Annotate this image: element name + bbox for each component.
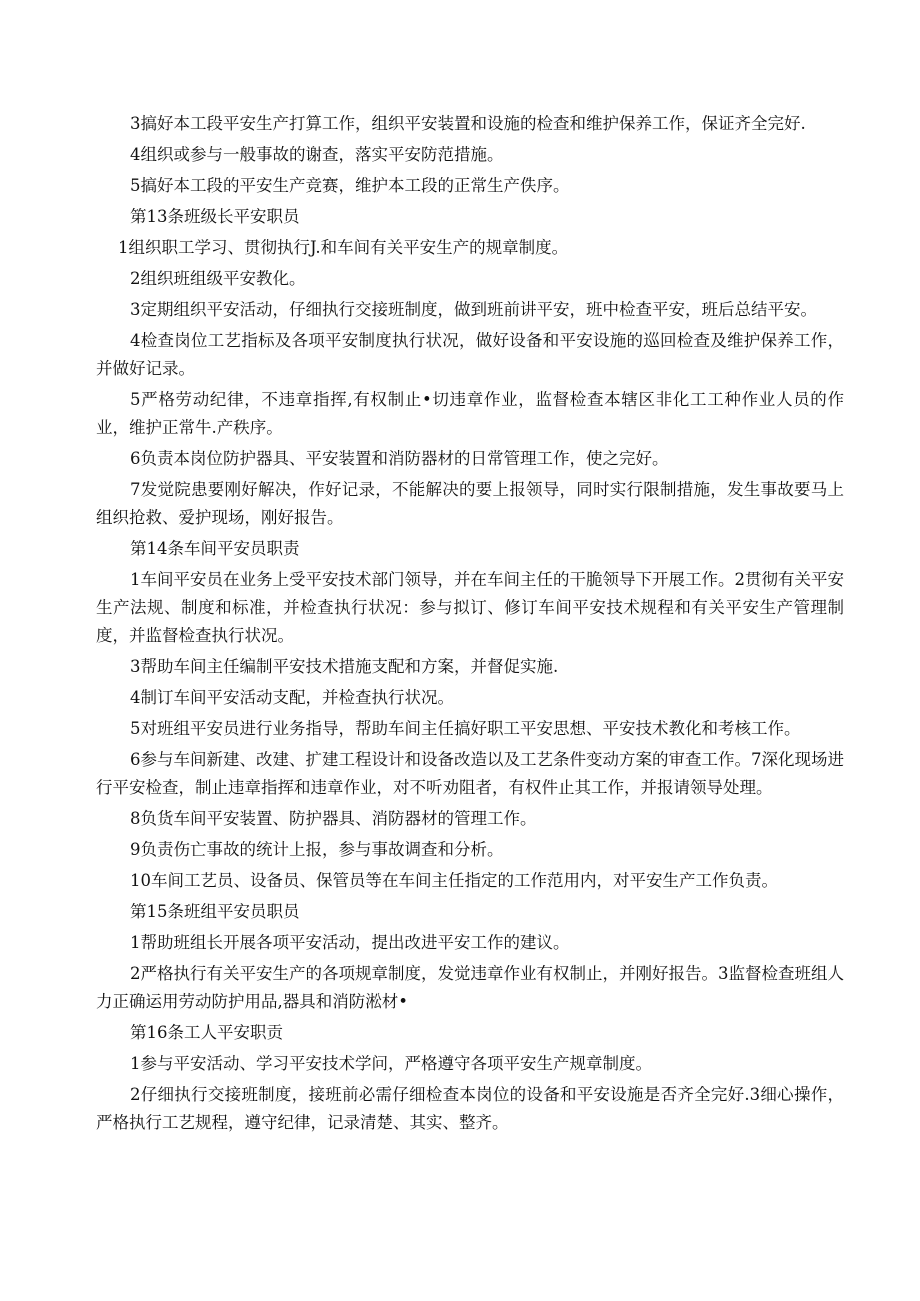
paragraph-section12-item4: 4组织或参与一般事故的谢查，落实平安防范措施。	[130, 145, 504, 164]
paragraph-section13-item6: 6负责本岗位防护器具、平安装置和消防器材的日常管理工作，使之完好。	[130, 449, 669, 468]
paragraph-section15-item2-3: 2严格执行有关平安生产的各项规章制度，发觉违章作业有权制止，并刚好报告。3监督检查班组人力正确运用劳动防护用品,器具和消防淞材•	[96, 964, 844, 1011]
paragraph-section14-item8: 8负货车间平安装置、防护器具、消防器材的管理工作。	[130, 809, 537, 828]
heading-article-16: 第16条工人平安职贡	[130, 1023, 283, 1042]
paragraph-section15-item1: 1帮助班组长开展各项平安活动，提出改进平安工作的建议。	[130, 933, 570, 952]
document-body	[96, 110, 844, 1140]
paragraph-section14-item10: 10车间工艺员、设备员、保管员等在车间主任指定的工作范用内，对平安生产工作负责。	[130, 871, 778, 890]
paragraph-section13-item5: 5严格劳动纪律，不违章指挥,有权制止•切违章作业，监督检查本辖区非化工工种作业人员的作业，维护正常牛.产秩序。	[96, 390, 844, 437]
paragraph-section12-item5: 5搞好本工段的平安生产竞赛，维护本工段的正常生产佚序。	[130, 176, 570, 195]
paragraph-section16-item2-3: 2仔细执行交接班制度，接班前必需仔细检查本岗位的设备和平安设施是否齐全完好.3细心操作，严格执行工艺规程，遵守纪律，记录清楚、其实、整齐。	[96, 1085, 844, 1132]
paragraph-section13-item7: 7发觉院患要刚好解决，作好记录，不能解决的要上报领导，同时实行限制措施，发生事故要马上组织抢救、爱护现场，刚好报告。	[96, 480, 844, 527]
paragraph-section14-item1-2: 1车间平安员在业务上受平安技术部门领导，并在车间主任的干脆领导下开展工作。2贯彻有关平安生产法规、制度和标准，并检查执行状况：参与拟订、修订车间平安技术规程和有关平安生产管理制度，并监督检查执行状况。	[96, 570, 844, 645]
paragraph-section14-item6-7: 6参与车间新建、改建、扩建工程设计和设备改造以及工艺条件变动方案的审查工作。7深化现场进行平安检查，制止违章指挥和违章作业，对不听劝阻者，有权件止其工作，并报请领导处理。	[96, 750, 844, 797]
paragraph-section16-item1: 1参与平安活动、学习平安技术学问，严格遵守各项平安生产规章制度。	[130, 1054, 652, 1073]
paragraph-section13-item4: 4检查岗位工艺指标及各项平安制度执行状况，做好设备和平安设施的巡回检查及维护保养工作，并做好记录。	[96, 331, 844, 378]
heading-article-15: 第15条班组平安员职员	[130, 902, 300, 921]
paragraph-section13-item3: 3定期组织平安活动，仔细执行交接班制度，做到班前讲平安，班中检查平安，班后总结平安。	[130, 300, 817, 319]
paragraph-section14-item9: 9负责伤亡事故的统计上报，参与事故调查和分析。	[130, 840, 504, 859]
paragraph-section14-item5: 5对班组平安员进行业务指导，帮助车间主任搞好职工平安思想、平安技术教化和考核工作。	[130, 719, 801, 738]
heading-article-13: 第13条班级长平安职员	[130, 207, 300, 226]
paragraph-section12-item3: 3搞好本工段平安生产打算工作，组织平安装置和设施的检查和维护保养工作，保证齐全完好.	[130, 114, 806, 133]
heading-article-14: 第14条车间平安员职责	[130, 539, 300, 558]
paragraph-section14-item3: 3帮助车间主任编制平安技术措施支配和方案，并督促实施.	[130, 657, 559, 676]
paragraph-section14-item4: 4制订车间平安活动支配，并检查执行状况。	[130, 688, 454, 707]
paragraph-section13-item1: 1组织职工学习、贯彻执行J.和车间有关平安生产的规章制度。	[118, 238, 569, 257]
paragraph-section13-item2: 2组织班组级平安教化。	[130, 269, 306, 288]
